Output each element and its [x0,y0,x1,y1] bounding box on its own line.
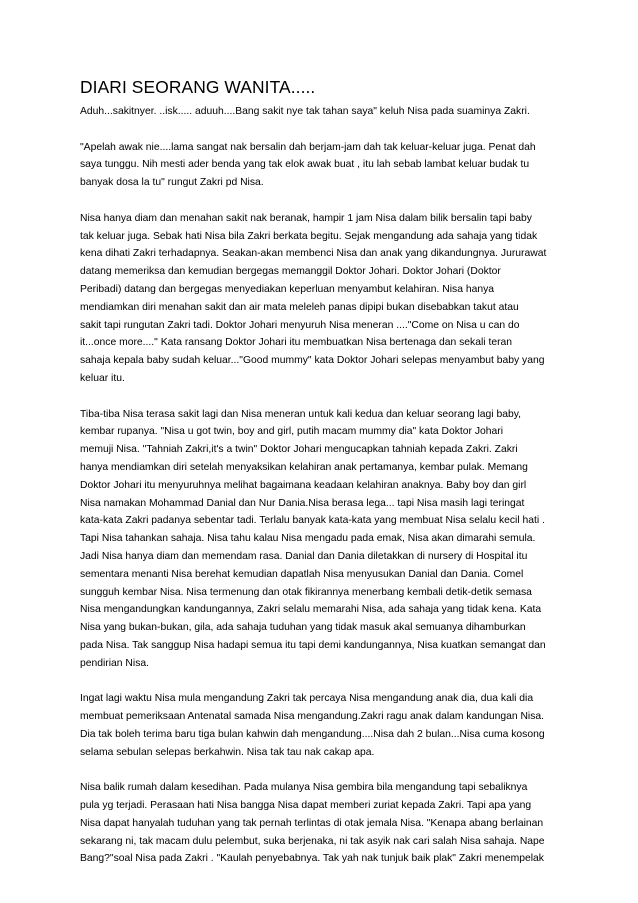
text-line: kena dihati Zakri terhadapnya. Seakan-akan membenci Nisa dan anak yang dikandungnya. Jururawat [80,248,547,260]
text-line: kembar rupanya. "Nisa u got twin, boy and girl, putih macam mummy dia" kata Doktor Johari [80,426,503,438]
text-line: Peribadi) datang dan bergegas menyediakan keperluan menyambut kelahiran. Nisa hanya [80,283,495,295]
text-line: kata-kata Zakri padanya sebentar tadi. Terlalu banyak kata-kata yang membuat Nisa selalu kecil hati . [80,515,545,527]
document-title: DIARI SEORANG WANITA..... [80,77,316,97]
text-line: mendiamkan diri menahan sakit dan air mata meleleh panas dipipi bukan disebabkan takut atau [80,301,519,313]
text-line: sungguh kembar Nisa. Nisa termenung dan otak fikirannya menerbang kembali detik-detik semasa [80,586,532,598]
text-line: it...once more...." Kata ransang Doktor Johari itu membuatkan Nisa bertenaga dan sekali teran [80,337,513,349]
paragraph-5 [80,690,568,761]
text-line: Jadi Nisa hanya diam dan memendam rasa. Danial dan Dania diletakkan di nursery di Hospital itu [80,550,528,562]
text-line: hanya mendiamkan diri setelah menyaksikan kelahiran anak pertamanya, kembar pulak. Memang [80,461,528,473]
paragraph-6 [80,779,568,868]
text-line: memuji Nisa. "Tahniah Zakri,it's a twin" Doktor Johari mengucapkan tahniah kepada Zakri. Zakri [80,444,518,456]
text-line: membuat pemeriksaan Antenatal samada Nisa mengandung.Zakri ragu anak dalam kandungan Nisa. [80,711,545,723]
text-line: pendirian Nisa. [80,657,149,669]
text-line: Ingat lagi waktu Nisa mula mengandung Zakri tak percaya Nisa mengandung anak dia, dua kali dia [80,693,534,705]
paragraph-1 [80,103,568,121]
text-line: "Apelah awak nie....lama sangat nak bersalin dah berjam-jam dah tak keluar-keluar juga. Penat dah [80,141,536,153]
text-line: selama sebulan selepas berkahwin. Nisa tak tau nak cakap apa. [80,746,375,758]
text-line: Tiba-tiba Nisa terasa sakit lagi dan Nisa meneran untuk kali kedua dan keluar seorang lagi baby, [80,408,522,420]
text-line: Nisa dapat hanyalah tuduhan yang tak pernah terlintas di otak jemala Nisa. "Kenapa abang berlainan [80,817,544,829]
text-line: Bang?"soal Nisa pada Zakri . "Kaulah penyebabnya. Tak yah nak tunjuk baik plak" Zakri menempelak [80,853,544,865]
text-line: Nisa hanya diam dan menahan sakit nak beranak, hampir 1 jam Nisa dalam bilik bersalin tapi baby [80,212,532,224]
text-line: sekarang ni, tak macam dulu pelembut, suka berjenaka, ni tak asyik nak cari salah Nisa sahaja. Nape [80,835,545,847]
text-line: sahaja kepala baby sudah keluar..."Good mummy" kata Doktor Johari selepas menyambut baby yang [80,355,545,367]
document-page [80,76,568,886]
text-line: Nisa namakan Mohammad Danial dan Nur Dania.Nisa berasa lega... tapi Nisa masih lagi teringat [80,497,525,509]
text-line: pada Nisa. Tak sanggup Nisa hadapi semua itu tapi demi kandungannya, Nisa kuatkan semangat dan [80,639,546,651]
text-line: pula yg terjadi. Perasaan hati Nisa bangga Nisa dapat memberi zuriat kepada Zakri. Tapi apa yang [80,800,532,812]
text-line: saya tunggu. Nih mesti ader benda yang tak elok awak buat , itu lah sebab lambat keluar budak tu [80,159,530,171]
text-line: Tapi Nisa tahankan sahaja. Nisa tahu kalau Nisa mengadu pada emak, Nisa akan dimarahi semula. [80,533,536,545]
text-line: keluar itu. [80,372,125,384]
text-line: sementara menanti Nisa berehat kemudian dapatlah Nisa menyusukan Danial dan Dania. Comel [80,568,524,580]
text-line: sakit tapi rungutan Zakri tadi. Doktor Johari menyuruh Nisa meneran ...."Come on Nisa u can do [80,319,520,331]
paragraph-3 [80,210,568,388]
text-line: banyak dosa la tu" rungut Zakri pd Nisa. [80,177,264,189]
text-line: Doktor Johari itu menyuruhnya melihat bagaimana keadaan kelahiran anaknya. Baby boy dan girl [80,479,527,491]
document-body [80,103,568,868]
paragraph-4 [80,406,568,673]
text-line: Aduh...sakitnyer. ..isk..... aduuh....Bang sakit nye tak tahan saya" keluh Nisa pada suaminya Zakri. [80,106,530,117]
text-line: Dia tak boleh terima baru tiga bulan kahwin dah mengandung....Nisa dah 2 bulan...Nisa cuma kosong [80,728,545,740]
text-line: Nisa mengandungkan kandungannya, Zakri selalu memarahi Nisa, ada sahaja yang tidak kena. Kata [80,604,542,616]
text-line: Nisa balik rumah dalam kesedihan. Pada mulanya Nisa gembira bila mengandung tapi sebaliknya [80,782,528,794]
text-line: Nisa yang bukan-bukan, gila, ada sahaja tuduhan yang tidak masuk akal semuanya dihamburkan [80,622,526,634]
text-line: datang memeriksa dan kemudian bergegas memanggil Doktor Johari. Doktor Johari (Doktor [80,266,501,278]
text-line: tak keluar juga. Sebak hati Nisa bila Zakri berkata begitu. Sejak mengandung ada sahaja yang tidak [80,230,538,242]
paragraph-2 [80,139,568,192]
